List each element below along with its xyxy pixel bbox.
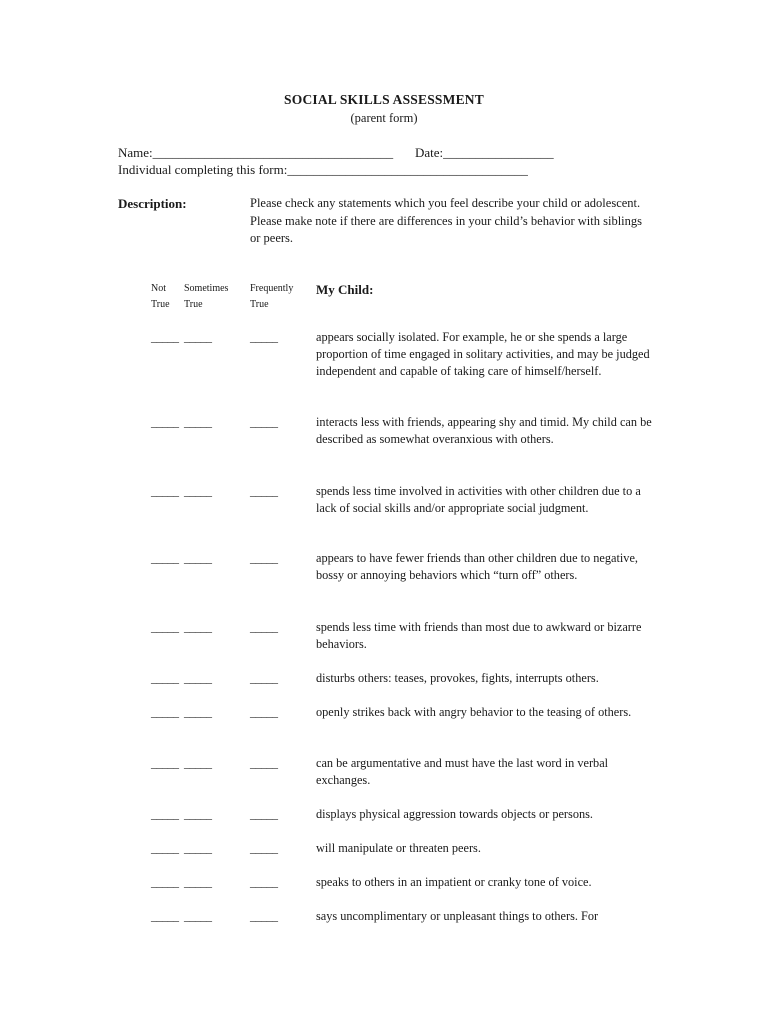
item-text: interacts less with friends, appearing shy and timid. My child can be described as somewhat overanxious with others.: [316, 415, 652, 447]
column-not-true-line1: Not: [151, 283, 166, 294]
column-frequently: [250, 281, 293, 313]
frequently-blank[interactable]: _____: [250, 875, 278, 889]
not-true-blank[interactable]: _____: [151, 909, 179, 923]
form-subtitle: (parent form): [350, 111, 418, 125]
frequently-blank[interactable]: _____: [250, 551, 278, 565]
not-true-blank[interactable]: _____: [151, 551, 179, 565]
item-text: displays physical aggression towards objects or persons.: [316, 807, 593, 821]
not-true-blank[interactable]: _____: [151, 620, 179, 634]
item-text: spends less time with friends than most due to awkward or bizarre behaviors.: [316, 620, 642, 652]
item-text: says uncomplimentary or unpleasant things to others. For: [316, 909, 599, 923]
sometimes-blank[interactable]: _____: [184, 875, 212, 889]
item-text: appears to have fewer friends than other children due to negative, bossy or annoying behaviors which “turn off” others.: [316, 551, 638, 583]
frequently-blank[interactable]: _____: [250, 807, 278, 821]
column-sometimes: [184, 281, 228, 313]
frequently-blank[interactable]: _____: [250, 415, 278, 429]
frequently-blank[interactable]: _____: [250, 620, 278, 634]
name-blank[interactable]: _____________________________________: [152, 145, 394, 160]
item-text: openly strikes back with angry behavior to the teasing of others.: [316, 705, 632, 719]
item-text: speaks to others in an impatient or cranky tone of voice.: [316, 875, 592, 889]
column-not-true: [151, 281, 170, 313]
frequently-blank[interactable]: _____: [250, 756, 278, 770]
sometimes-blank[interactable]: _____: [184, 705, 212, 719]
frequently-blank[interactable]: _____: [250, 841, 278, 855]
frequently-blank[interactable]: _____: [250, 671, 278, 685]
sometimes-blank[interactable]: _____: [184, 330, 212, 344]
sometimes-blank[interactable]: _____: [184, 841, 212, 855]
name-label: Name:: [118, 145, 153, 160]
form-title: SOCIAL SKILLS ASSESSMENT: [284, 92, 484, 107]
frequently-blank[interactable]: _____: [250, 909, 278, 923]
sometimes-blank[interactable]: _____: [184, 909, 212, 923]
item-text: can be argumentative and must have the last word in verbal exchanges.: [316, 756, 609, 788]
item-text: spends less time involved in activities with other children due to a lack of social skills and/or appropriate social judgment.: [316, 484, 641, 516]
date-row: [415, 145, 554, 161]
item-text: will manipulate or threaten peers.: [316, 841, 481, 855]
date-blank[interactable]: _________________: [443, 145, 554, 160]
not-true-blank[interactable]: _____: [151, 484, 179, 498]
column-frequently-line2: True: [250, 299, 269, 310]
not-true-blank[interactable]: _____: [151, 705, 179, 719]
date-label: Date:: [415, 145, 444, 160]
not-true-blank[interactable]: _____: [151, 756, 179, 770]
sometimes-blank[interactable]: _____: [184, 484, 212, 498]
not-true-blank[interactable]: _____: [151, 330, 179, 344]
not-true-blank[interactable]: _____: [151, 875, 179, 889]
column-frequently-line1: Frequently: [250, 283, 294, 294]
my-child-heading: My Child:: [316, 282, 374, 297]
frequently-blank[interactable]: _____: [250, 705, 278, 719]
sometimes-blank[interactable]: _____: [184, 807, 212, 821]
not-true-blank[interactable]: _____: [151, 841, 179, 855]
column-sometimes-line2: True: [184, 299, 203, 310]
item-text: disturbs others: teases, provokes, fights, interrupts others.: [316, 671, 599, 685]
sometimes-blank[interactable]: _____: [184, 671, 212, 685]
not-true-blank[interactable]: _____: [151, 415, 179, 429]
not-true-blank[interactable]: _____: [151, 807, 179, 821]
description-label: Description:: [118, 196, 187, 211]
completer-label: Individual completing this form:: [118, 162, 288, 177]
description-text: Please check any statements which you feel describe your child or adolescent. Please make note if there are differences in your child’s behavior with siblings or peers.: [250, 196, 643, 245]
sometimes-blank[interactable]: _____: [184, 551, 212, 565]
not-true-blank[interactable]: _____: [151, 671, 179, 685]
sometimes-blank[interactable]: _____: [184, 756, 212, 770]
completer-blank[interactable]: _____________________________________: [287, 162, 528, 177]
item-text: appears socially isolated. For example, he or she spends a large proportion of time engaged in solitary activities, and may be judged independent and capable of taking care of himself/herself.: [316, 330, 650, 379]
sometimes-blank[interactable]: _____: [184, 620, 212, 634]
frequently-blank[interactable]: _____: [250, 330, 278, 344]
name-row: [118, 145, 393, 161]
sometimes-blank[interactable]: _____: [184, 415, 212, 429]
frequently-blank[interactable]: _____: [250, 484, 278, 498]
column-not-true-line2: True: [151, 299, 170, 310]
column-sometimes-line1: Sometimes: [184, 283, 229, 294]
completer-row: [118, 162, 528, 178]
